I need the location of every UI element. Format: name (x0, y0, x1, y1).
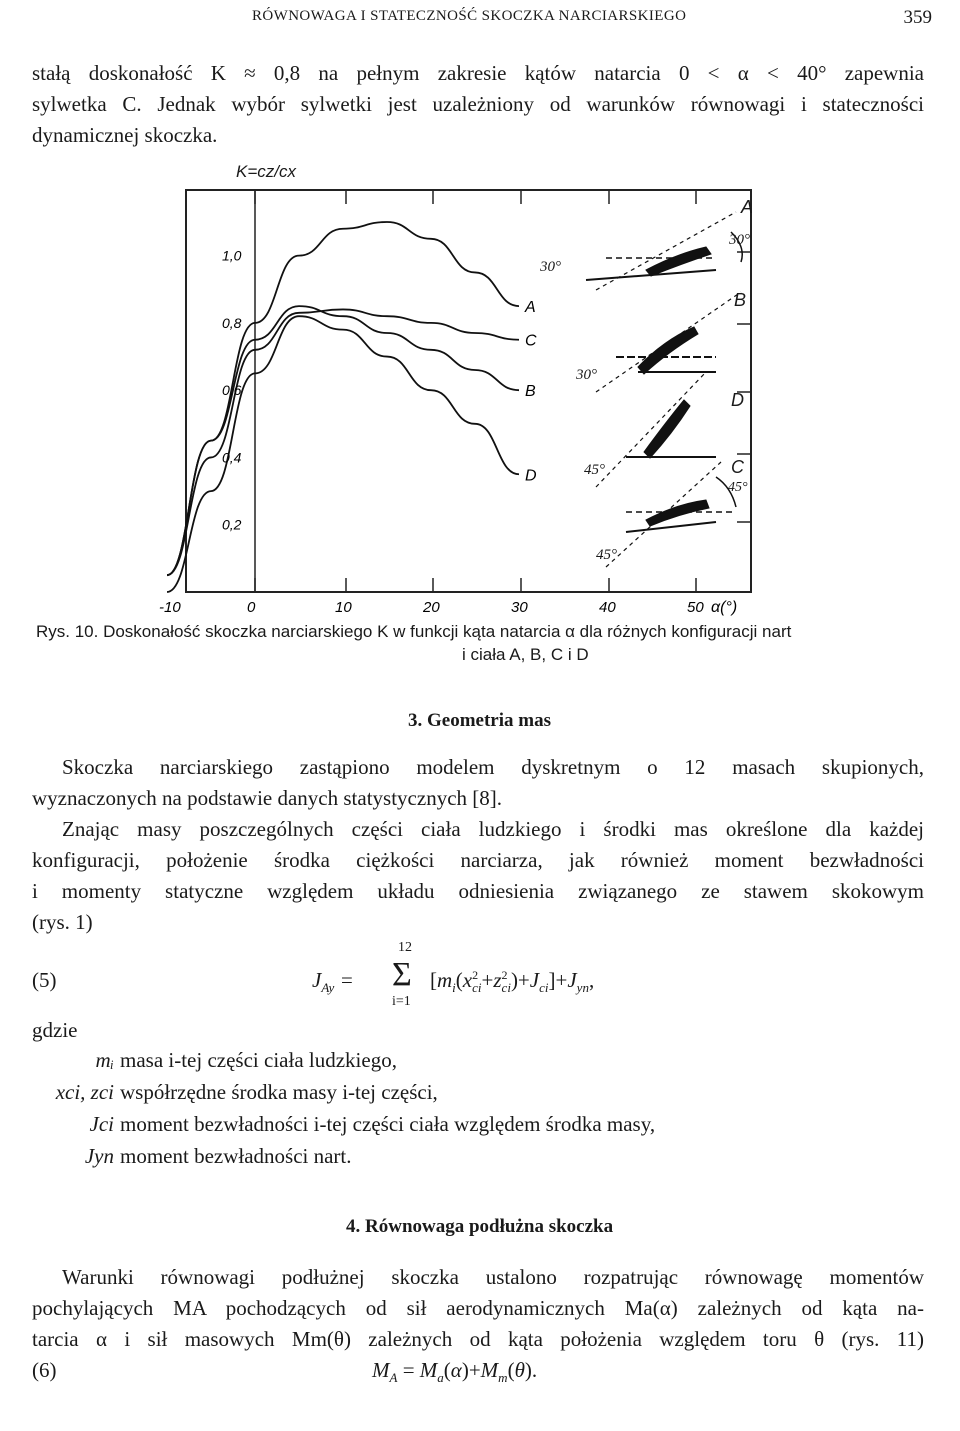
x-tick-label: 50 (687, 599, 704, 616)
y-tick-label: 0,2 (222, 516, 242, 533)
definition-text: współrzędne środka masy i-tej części, (120, 1080, 438, 1104)
skier-silhouette-b (596, 292, 741, 392)
silhouette-label: D (731, 390, 744, 410)
equation-5: $J_{Ay}$ = 12 Σ i=1 $[m_i(x^2_{ci}+z^2_{ci})+J_{ci}]+J_{yn}$, (312, 940, 595, 1009)
skier-silhouette-a (586, 212, 742, 290)
series-line-a (167, 222, 519, 575)
series-line-b (167, 306, 519, 575)
x-tick-label: 20 (423, 599, 440, 616)
definition-symbol: xci, zci (55, 1080, 114, 1104)
skier-silhouette-d (596, 372, 716, 487)
series-label-d: D (525, 467, 537, 485)
intro-paragraph (32, 58, 924, 151)
chart-curves (167, 222, 519, 592)
figure-caption (36, 620, 936, 666)
skier-silhouettes (586, 212, 742, 567)
paragraph-line: Warunki równowagi podłużnej skoczka ustalono rozpatrując równowagę momentów (62, 1265, 924, 1289)
top-ticks (255, 190, 754, 592)
paragraph-line: Znając masy poszczególnych części ciała ludzkiego i środki mas określone dla każdej (62, 817, 924, 841)
equation-6: $M_A = M_a(\alpha)+M_m(\theta)$. (372, 1358, 538, 1386)
definition-symbol: Jci (89, 1112, 114, 1136)
sum-upper-limit: 12 (398, 940, 412, 955)
paragraph-line: wyznaczonych na podstawie danych statystycznych [8]. (32, 786, 502, 810)
series-label-c: C (525, 332, 537, 350)
silhouette-label: 30° (540, 259, 561, 275)
x-tick-label: 30 (511, 599, 528, 616)
x-tick-label: 0 (247, 599, 256, 616)
figure-10 (159, 162, 756, 632)
y-tick-label: 1,0 (222, 247, 242, 264)
paragraph-line: Skoczka narciarskiego zastąpiono modelem dyskretnym o 12 masach skupionych, (62, 755, 924, 779)
silhouette-label: 45° (584, 462, 605, 478)
x-tick-label: -10 (159, 599, 181, 616)
caption-line-1: Rys. 10. Doskonałość skoczka narciarskiego K w funkcji kąta natarcia α dla różnych konfiguracji nart (36, 622, 792, 641)
running-title: RÓWNOWAGA I STATECZNOŚĆ SKOCZKA NARCIARSKIEGO (252, 8, 687, 24)
x-tick-label: 10 (335, 599, 352, 616)
page-number: 359 (903, 7, 932, 28)
series-label-a: A (525, 299, 536, 317)
silhouette-label: 30° (729, 232, 750, 248)
definitions (32, 1018, 932, 1178)
series-label-b: B (525, 383, 536, 401)
definition-symbol: Jyn (84, 1144, 114, 1168)
paragraph-line: pochylających MA pochodzących od sił aerodynamicznych Ma(α) zależnych od kąta na- (32, 1296, 924, 1320)
sum-lower-limit: i=1 (392, 994, 411, 1009)
intro-line: sylwetka C. Jednak wybór sylwetki jest uzależniony od warunków równowagi i stateczności (32, 92, 924, 116)
intro-line: dynamicznej skoczka. (32, 123, 218, 147)
silhouette-label: C (731, 457, 744, 477)
definition-text: masa i-tej części ciała ludzkiego, (120, 1048, 397, 1072)
silhouette-label: A (741, 197, 754, 217)
intro-line: stałą doskonałość K ≈ 0,8 na pełnym zakresie kątów natarcia 0 < α < 40° zapewnia (32, 61, 924, 85)
silhouette-label: 45° (728, 480, 748, 495)
y-tick-label: 0,4 (222, 449, 242, 466)
x-axis-label: α(°) (711, 599, 738, 616)
paragraph-line: tarcia α i sił masowych Mm(θ) zależnych od kąta położenia względem toru θ (rys. 11) (32, 1327, 924, 1351)
equation-5-body: $[m_i(x^2_{ci}+z^2_{ci})+J_{ci}]+J_{yn}$, (430, 968, 595, 996)
section-3-paragraph-1 (32, 752, 924, 814)
y-tick-label: 0,6 (222, 382, 242, 399)
x-tick-label: 40 (599, 599, 616, 616)
caption-line-2: i ciała A, B, C i D (462, 645, 589, 664)
section-3-paragraph-2 (32, 814, 924, 938)
series-line-c (167, 309, 519, 575)
running-header (30, 8, 932, 34)
y-axis-label: K=cz/cx (236, 162, 296, 181)
silhouette-label: 45° (596, 547, 617, 563)
definition-text: moment bezwładności nart. (120, 1144, 352, 1168)
section-4-heading: 4. Równowaga podłużna skoczka (346, 1216, 614, 1237)
silhouette-label: 30° (576, 367, 597, 383)
definitions-intro: gdzie (32, 1018, 78, 1042)
equation-5-number: (5) (32, 968, 57, 992)
y-tick-label: 0,8 (222, 314, 242, 331)
chart-svg (159, 162, 756, 632)
chart-labels (159, 248, 737, 616)
paragraph-line: i momenty statyczne względem układu odniesienia związanego ze stawem skokowym (32, 879, 924, 903)
definition-symbol: mᵢ (95, 1048, 114, 1072)
section-3-heading: 3. Geometria mas (408, 710, 551, 731)
silhouette-label: B (734, 290, 747, 310)
paragraph-line: konfiguracji, położenie środka ciężkości narciarza, jak również moment bezwładności (32, 848, 924, 872)
sum-symbol: Σ (392, 956, 412, 993)
equation-6-number: (6) (32, 1358, 57, 1382)
definition-text: moment bezwładności i-tej części ciała względem środka masy, (120, 1112, 656, 1136)
paragraph-line: (rys. 1) (32, 910, 93, 934)
series-line-d (167, 316, 519, 592)
section-4-paragraph (32, 1262, 924, 1355)
skier-silhouette-c (606, 462, 736, 567)
